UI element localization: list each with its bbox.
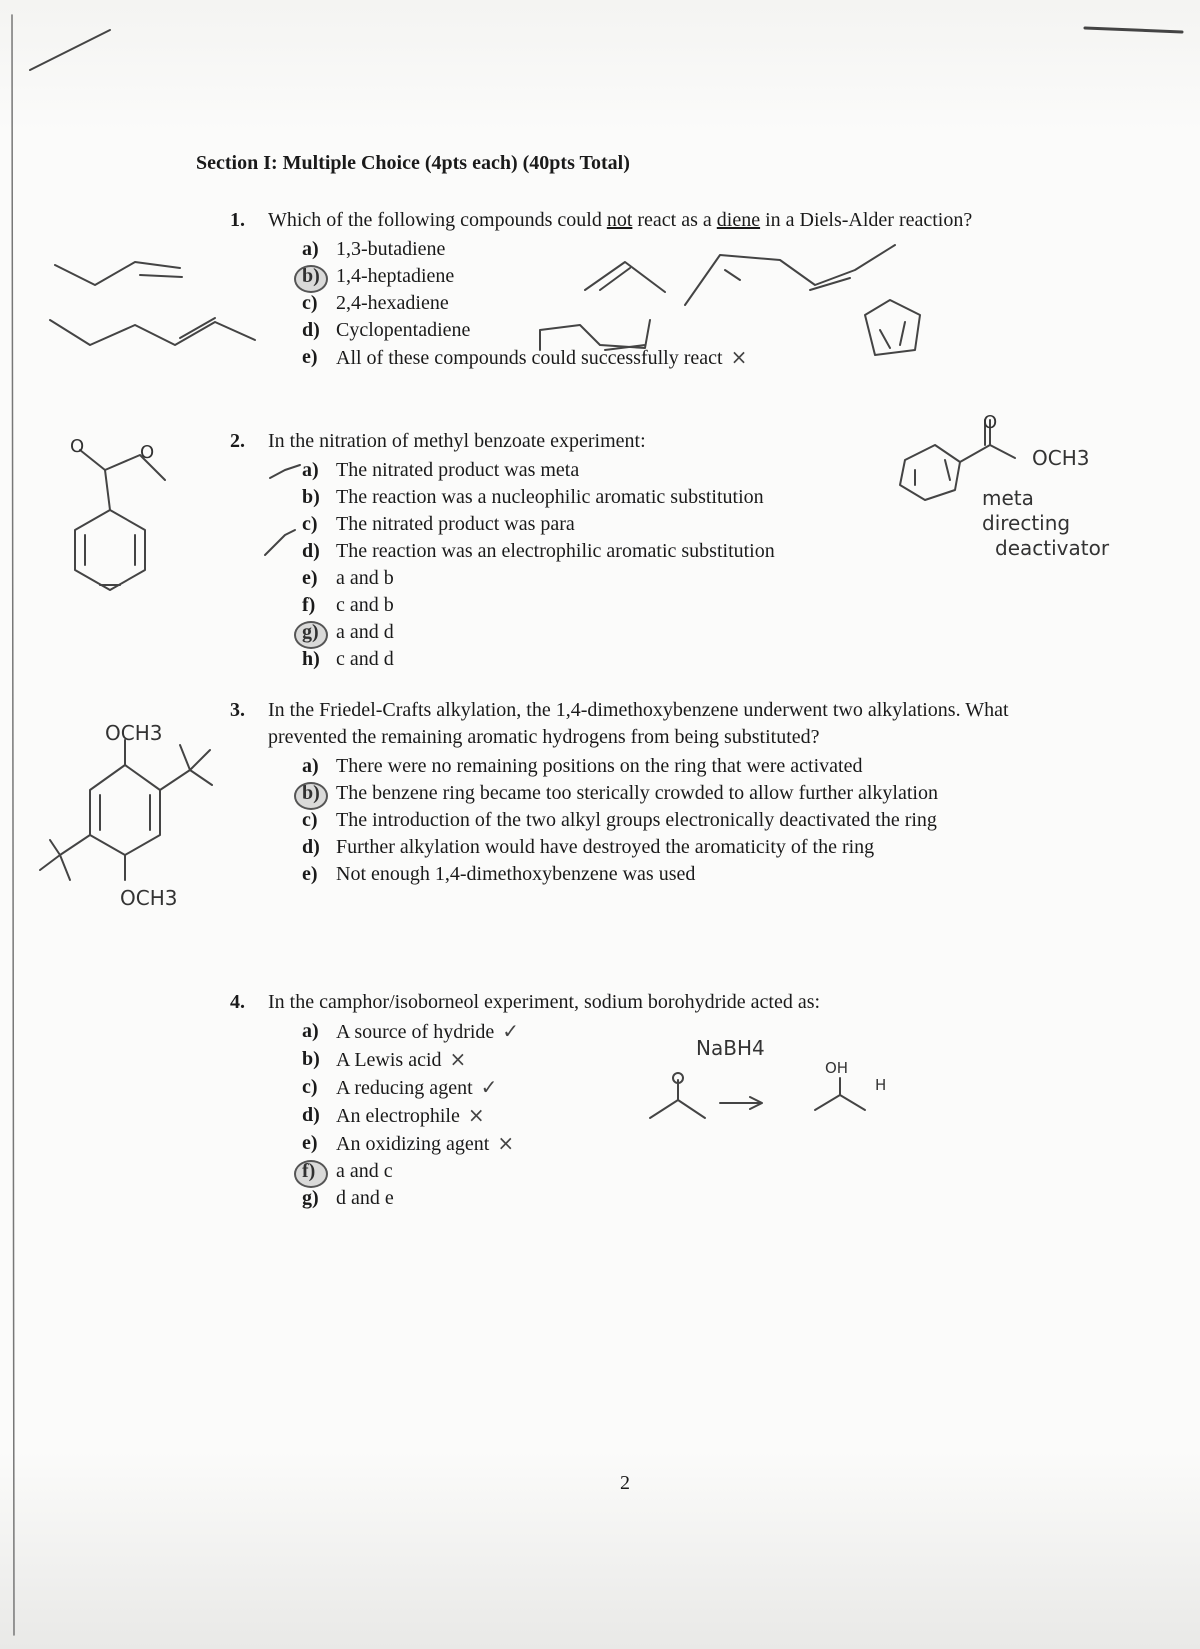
choice-letter-circled: g) — [302, 619, 336, 646]
ester-carbonyl-o-right: O — [983, 412, 998, 433]
choice-a — [302, 753, 1030, 780]
choice-letter: d) — [302, 319, 320, 341]
choice-d — [302, 538, 1030, 565]
heptadiene-double-bond — [180, 318, 215, 338]
choice-text: d and e — [336, 1187, 394, 1209]
stem-part: Which of the following compounds could — [268, 209, 607, 231]
choice-letter: b) — [302, 486, 320, 508]
choice-text: The benzene ring became too sterically crowded to allow further alkylation — [336, 782, 938, 804]
cross-mark-icon: × — [497, 1131, 515, 1155]
question-stem — [230, 428, 1030, 455]
choice-text: The nitrated product was meta — [336, 459, 580, 481]
choice-c — [302, 1074, 1030, 1102]
choice-g — [302, 619, 1030, 646]
choice-f — [302, 592, 1030, 619]
choice-letter: e) — [302, 863, 318, 885]
choice-text: 2,4-hexadiene — [336, 292, 449, 314]
stem-part: in a Diels-Alder reaction? — [760, 209, 973, 231]
choice-c — [302, 807, 1030, 834]
choice-a — [302, 1018, 1030, 1046]
choice-list — [302, 457, 1030, 673]
choice-e — [302, 565, 1030, 592]
choice-letter: d) — [302, 836, 320, 858]
choice-list — [302, 1018, 1030, 1212]
heptadiene-sketch — [50, 320, 255, 345]
choice-text: 1,4-heptadiene — [336, 265, 455, 287]
choice-h — [302, 646, 1030, 673]
stem-underlined-diene: diene — [716, 209, 761, 231]
choice-letter-circled: b) — [302, 263, 336, 290]
choice-text — [336, 1046, 1030, 1074]
choice-letter: e) — [302, 567, 318, 589]
substituted-benzene-sketch — [90, 765, 160, 855]
question-number: 4. — [230, 991, 245, 1013]
choice-text: There were no remaining positions on the ring that were activated — [336, 755, 863, 777]
section-title: Section I: Multiple Choice (4pts each) (40pts Total) — [196, 152, 630, 174]
choice-text — [336, 1130, 1030, 1158]
choice-text: a and c — [336, 1160, 393, 1182]
directing-note: directing — [982, 511, 1071, 535]
choice-letter: f) — [302, 594, 316, 616]
choice-text: c and d — [336, 648, 394, 670]
butadiene-double-bond — [140, 275, 182, 277]
och3-label-q2: OCH3 — [1032, 446, 1090, 470]
choice-text — [336, 1018, 1030, 1046]
choice-e — [302, 861, 1030, 888]
choice-text: The introduction of the two alkyl groups electronically deactivated the ring — [336, 809, 937, 831]
benzene-ring-sketch — [75, 510, 145, 590]
page-number: 2 — [620, 1472, 630, 1494]
choice-letter: a) — [302, 1020, 319, 1042]
stem-underlined-not: not — [606, 209, 633, 231]
choice-letter: a) — [302, 238, 319, 260]
choice-letter: c) — [302, 1076, 318, 1098]
oh-label: OH — [825, 1059, 849, 1077]
ester-bond — [105, 470, 110, 510]
corner-scribble — [30, 30, 110, 70]
choice-text-content: A source of hydride — [336, 1021, 495, 1043]
ester-alkoxy-o: O — [140, 442, 155, 463]
deactivator-note: deactivator — [995, 536, 1110, 560]
meta-note: meta — [982, 486, 1034, 510]
choice-text: The reaction was a nucleophilic aromatic substitution — [336, 486, 764, 508]
choice-list — [302, 236, 1030, 372]
choice-text-content: An electrophile — [336, 1105, 460, 1127]
choice-text-content: A Lewis acid — [336, 1049, 442, 1071]
question-2 — [230, 428, 1030, 673]
ester-carbonyl-o: O — [70, 436, 85, 457]
cross-mark-icon: × — [467, 1103, 485, 1127]
choice-letter: d) — [302, 540, 320, 562]
question-3 — [230, 697, 1030, 888]
choice-letter: h) — [302, 648, 320, 670]
question-text: In the camphor/isoborneol experiment, sodium borohydride acted as: — [268, 991, 821, 1013]
choice-text — [336, 344, 1030, 372]
choice-letter: c) — [302, 809, 318, 831]
choice-text: c and b — [336, 594, 394, 616]
choice-c — [302, 290, 1030, 317]
cross-mark-icon: × — [730, 345, 748, 369]
choice-b — [302, 484, 1030, 511]
choice-c — [302, 511, 1030, 538]
choice-d — [302, 834, 1030, 861]
question-text: In the nitration of methyl benzoate experiment: — [268, 430, 646, 452]
choice-b — [302, 1046, 1030, 1074]
choice-a — [302, 457, 1030, 484]
choice-text: Further alkylation would have destroyed the aromaticity of the ring — [336, 836, 875, 858]
choice-text-content: An oxidizing agent — [336, 1133, 490, 1155]
choice-letter: b) — [302, 1048, 320, 1070]
question-text — [268, 207, 1030, 234]
choice-letter-circled: f) — [302, 1158, 336, 1185]
choice-letter: a) — [302, 459, 319, 481]
question-stem — [230, 989, 1030, 1016]
choice-list — [302, 753, 1030, 888]
question-number: 2. — [230, 430, 245, 452]
left-edge-line — [12, 15, 14, 1635]
question-1 — [230, 207, 1030, 372]
choice-text-content: A reducing agent — [336, 1077, 473, 1099]
och3-label-top: OCH3 — [105, 721, 163, 745]
h-label: H — [875, 1076, 887, 1094]
top-right-line — [1085, 28, 1182, 32]
choice-text-content: All of these compounds could successfully react — [336, 347, 723, 369]
choice-e — [302, 344, 1030, 372]
question-number: 3. — [230, 699, 245, 721]
choice-b — [302, 780, 1030, 807]
check-mark-icon: ✓ — [480, 1075, 498, 1099]
question-stem — [230, 207, 1030, 234]
choice-text: 1,3-butadiene — [336, 238, 446, 260]
choice-a — [302, 236, 1030, 263]
choice-text: The reaction was an electrophilic aromatic substitution — [336, 540, 775, 562]
choice-g — [302, 1185, 1030, 1212]
question-4 — [230, 989, 1030, 1212]
choice-letter: d) — [302, 1104, 320, 1126]
choice-text: a and d — [336, 621, 394, 643]
cross-mark-icon: × — [449, 1047, 467, 1071]
choice-b — [302, 263, 1030, 290]
och3-label-bottom: OCH3 — [120, 886, 178, 910]
choice-f — [302, 1158, 1030, 1185]
choice-d — [302, 317, 1030, 344]
choice-text: Cyclopentadiene — [336, 319, 471, 341]
question-text: In the Friedel-Crafts alkylation, the 1,4-dimethoxybenzene underwent two alkylations. What prevented the remaining aromatic hydrogens from being substituted? — [268, 699, 1009, 748]
benzene-double-bonds — [85, 535, 135, 585]
nabh4-label: NaBH4 — [696, 1036, 765, 1060]
choice-letter: a) — [302, 755, 319, 777]
tert-butyl-bottom — [40, 835, 90, 880]
question-stem — [230, 697, 1030, 751]
choice-letter: e) — [302, 1132, 318, 1154]
choice-e — [302, 1130, 1030, 1158]
choice-d — [302, 1102, 1030, 1130]
choice-letter: c) — [302, 513, 318, 535]
choice-text: a and b — [336, 567, 394, 589]
ester-sketch — [80, 450, 165, 480]
choice-letter: c) — [302, 292, 318, 314]
choice-letter: g) — [302, 1187, 319, 1209]
question-number: 1. — [230, 209, 245, 231]
choice-letter: e) — [302, 346, 318, 368]
check-mark-icon: ✓ — [502, 1019, 520, 1043]
butadiene-sketch — [55, 262, 180, 285]
choice-letter-circled: b) — [302, 780, 336, 807]
choice-text: The nitrated product was para — [336, 513, 575, 535]
choice-text: Not enough 1,4-dimethoxybenzene was used — [336, 863, 696, 885]
stem-part: react as a — [632, 209, 717, 231]
tert-butyl-top — [160, 745, 212, 790]
choice-text — [336, 1074, 1030, 1102]
choice-text — [336, 1102, 1030, 1130]
